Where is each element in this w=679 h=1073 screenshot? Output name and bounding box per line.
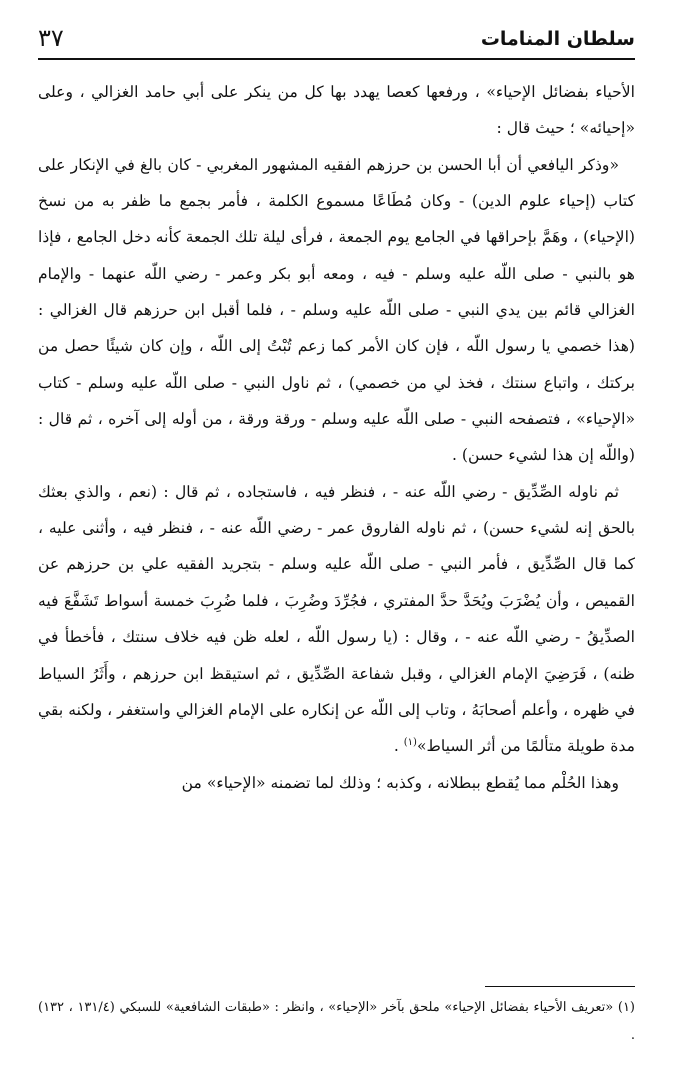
paragraph-2 bbox=[38, 147, 635, 474]
page-header bbox=[38, 24, 635, 60]
paragraph-1: الأحياء بفضائل الإحياء» ، ورفعها كعصا يهدد بها كل من ينكر على أبي حامد الغزالي ، وعلى «إحيائه» ؛ حيث قال : bbox=[38, 83, 635, 138]
footnote-text: (١) «تعريف الأحياء بفضائل الإحياء» ملحق بآخر «الإحياء» ، وانظر : «طبقات الشافعية» للسبكي (١٣١/٤ ، ١٣٢) . bbox=[38, 1000, 635, 1043]
paragraph-3: ثم ناوله الصِّدِّيق - رضي اللّه عنه - ، فنظر فيه ، فاستجاده ، ثم قال : (نعم ، والذي بعثك بالحق إنه لشيء حسن) ، ثم ناوله الفاروق عمر - رضي اللّه عنه - ، فنظر فيه ، وأثنى عليه ، كما قال الصِّدِّيق ، فأمر النبي - صلى اللّه عليه وسلم - بتجريد الفقيه علي بن حرزهم عن القميص ، وأن يُضْرَبَ ويُحَدَّ حدَّ المفتري ، فجُرِّدَ وضُرِبَ ، فلما ضُرِبَ خمسة أسواط تَشَفَّعَ فيه الصدِّيقُ - رضي اللّه عنه - ، وقال : (يا رسول اللّه ، لعله ظن فيه خلاف سنتك ، فأخطأ في ظنه) ، فَرَضِيَ الإمام الغزالي ، وقبل شفاعة الصِّدِّيق ، ثم استيقظ ابن حرزهم ، وأَثَرُ السياط في ظهره ، وأعلم أصحابَهُ ، وتاب إلى اللّه عن إنكاره على الإمام الغزالي واستغفر ، ولكنه بقي مدة طويلة متألمًا من أثر السياط»$^{(١)}$ . bbox=[38, 482, 635, 756]
paragraph-2-text: «وذكر اليافعي أن أبا الحسن بن حرزهم الفقيه المشهور المغربي - كان بالغ في الإنكار على كتاب (إحياء علوم الدين) - وكان مُطَاعًا مسموع الكلمة ، فأمر بجمع ما ظفر به من نسخ (الإحياء) ، وهَمَّ بإحراقها في الجامع يوم الجمعة ، فرأى ليلة تلك الجمعة كأنه دخل الجامع ، فإذا هو بالنبي - صلى اللّه عليه وسلم - فيه ، ومعه أبو بكر وعمر - رضي اللّه عنهما - والإمام الغزالي قائم بين يدي النبي - صلى اللّه عليه وسلم - ، فلما أقبل ابن حرزهم قال الغزالي : (هذا خصمي يا رسول اللّه ، فإن كان الأمر كما زعم تُبْتُ إلى اللّه ، وإن كان شيئًا حصل من بركتك ، واتباع سنتك ، فخذ لي من خصمي) ، ثم ناول النبي - صلى اللّه عليه وسلم - كتاب «الإحياء» ، فتصفحه النبي - صلى اللّه عليه وسلم - ورقة ورقة ، من أوله إلى آخره ، ثم قال : (واللّه إن هذا لشيء حسن) . bbox=[38, 155, 635, 465]
footnote bbox=[38, 994, 635, 1050]
body-text bbox=[38, 74, 635, 801]
footnote-divider bbox=[485, 986, 635, 987]
paragraph-4: وهذا الحُلْم مما يُقطع ببطلانه ، وكذبه ؛ وذلك لما تضمنه «الإحياء» من bbox=[181, 773, 619, 792]
footnote-reference[interactable]: (١) bbox=[403, 737, 417, 748]
page-number: ٣٧ bbox=[38, 24, 64, 52]
running-title: سلطان المنامات bbox=[480, 28, 635, 50]
paragraph-3-text: ثم ناوله الصِّدِّيق - رضي اللّه عنه - ، فنظر فيه ، فاستجاده ، ثم قال : (نعم ، والذي بعثك بالحق إنه لشيء حسن) ، ثم ناوله الفاروق عمر - رضي اللّه عنه - ، فنظر فيه ، وأثنى عليه ، كما قال الصِّدِّيق ، فأمر النبي - صلى اللّه عليه وسلم - بتجريد الفقيه علي بن حرزهم عن القميص ، وأن يُضْرَبَ ويُحَدَّ حدَّ المفتري ، فجُرِّدَ وضُرِبَ ، فلما ضُرِبَ خمسة أسواط تَشَفَّعَ فيه الصدِّيقُ - رضي اللّه عنه - ، وقال : (يا رسول اللّه ، لعله ظن فيه خلاف سنتك ، فأخطأ في ظنه) ، فَرَضِيَ الإمام الغزالي ، وقبل شفاعة الصِّدِّيق ، ثم استيقظ ابن حرزهم ، وأَثَرُ السياط في ظهره ، وأعلم أصحابَهُ ، وتاب إلى اللّه عن إنكاره على الإمام الغزالي واستغفر ، ولكنه بقي مدة طويلة متألمًا من أثر السياط» bbox=[38, 482, 635, 756]
